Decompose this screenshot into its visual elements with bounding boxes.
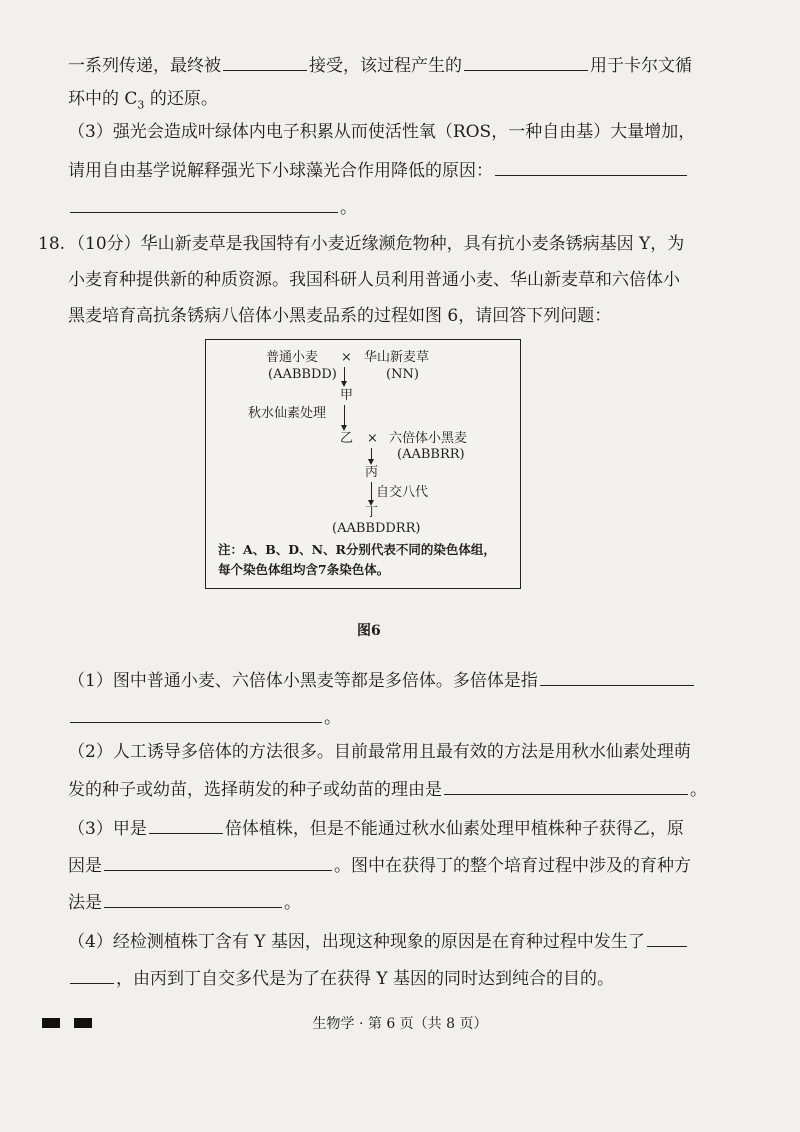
answer-blank[interactable]: [104, 852, 332, 871]
answer-blank[interactable]: [540, 667, 694, 686]
answer-blank[interactable]: [444, 776, 688, 795]
colchicine-label: 秋水仙素处理: [248, 406, 327, 421]
question-number: 18.: [38, 234, 66, 254]
answer-blank[interactable]: [647, 928, 687, 947]
q18-intro-1: （10分）华山新麦草是我国特有小麦近缘濒危物种，具有抗小麦条锈病基因 Y，为: [68, 234, 685, 254]
arrow-head: [341, 381, 347, 387]
wheat-genome: (AABBDD): [268, 367, 337, 382]
cross-symbol: ×: [367, 431, 378, 446]
figure-note-2: 每个染色体组均含7条染色体。: [218, 562, 390, 577]
q18-part2-line-1: （2）人工诱导多倍体的方法很多。目前最常用且最有效的方法是用秋水仙素处理萌: [68, 742, 691, 762]
q17-part3-line-1: （3）强光会造成叶绿体内电子积累从而使活性氧（ROS，一种自由基）大量增加，: [68, 122, 696, 142]
q17-line-1: 一系列传递，最终被 接受，该过程产生的 用于卡尔文循: [68, 52, 738, 78]
answer-blank[interactable]: [70, 965, 114, 984]
q18-part1-line-1: （1）图中普通小麦、六倍体小黑麦等都是多倍体。多倍体是指: [68, 667, 738, 693]
q18-intro-3: 黑麦培育高抗条锈病八倍体小黑麦品系的过程如图 6，请回答下列问题：: [68, 306, 612, 326]
q17-part3-line-2: 请用自由基学说解释强光下小球藻光合作用降低的原因：: [68, 157, 738, 183]
wheat-label: 普通小麦: [266, 350, 319, 365]
bing-label: 丙: [365, 465, 379, 480]
ding-label: 丁: [365, 505, 379, 520]
answer-blank[interactable]: [104, 889, 282, 908]
q18-part3-line-1: （3）甲是 倍体植株，但是不能通过秋水仙素处理甲植株种子获得乙，原: [68, 815, 738, 841]
triticale6-label: 六倍体小黑麦: [389, 431, 468, 446]
page-footer: 生物学 · 第 6 页（共 8 页）: [312, 1016, 488, 1032]
q18-part4-line-2: ，由丙到丁自交多代是为了在获得 Y 基因的同时达到纯合的目的。: [68, 965, 738, 991]
q18-intro-2: 小麦育种提供新的种质资源。我国科研人员利用普通小麦、华山新麦草和六倍体小: [68, 270, 680, 290]
q18-part4-line-1: （4）经检测植株丁含有 Y 基因，出现这种现象的原因是在育种过程中发生了: [68, 928, 738, 954]
arrow-line: [344, 405, 345, 427]
answer-blank[interactable]: [70, 194, 338, 213]
huashan-genome: (NN): [386, 367, 419, 382]
arrow-line: [371, 482, 372, 502]
answer-blank[interactable]: [464, 52, 588, 71]
selfing-label: 自交八代: [376, 485, 429, 500]
figure-caption: 图6: [357, 623, 381, 639]
triticale6-genome: (AABBRR): [397, 447, 465, 462]
q17-part3-line-3: 。: [68, 194, 738, 220]
answer-blank[interactable]: [149, 815, 223, 834]
answer-blank[interactable]: [70, 704, 322, 723]
q17-line-2: 环中的 $C_3$ 的还原。: [68, 89, 218, 112]
breeding-diagram: [205, 339, 521, 589]
jia-label: 甲: [340, 388, 354, 403]
answer-blank[interactable]: [495, 157, 687, 176]
answer-blank[interactable]: [223, 52, 307, 71]
figure-note-1: 注：A、B、D、N、R分别代表不同的染色体组，: [218, 542, 496, 557]
q18-part1-line-2: 。: [68, 704, 738, 730]
ding-genome: (AABBDDRR): [332, 521, 421, 536]
q18-part3-line-3: 法是 。: [68, 889, 738, 915]
q18-part3-line-2: 因是 。图中在获得丁的整个培育过程中涉及的育种方: [68, 852, 738, 878]
arrow-line: [344, 367, 345, 382]
huashan-label: 华山新麦草: [364, 350, 430, 365]
yi-label: 乙: [340, 431, 354, 446]
q18-part2-line-2: 发的种子或幼苗，选择萌发的种子或幼苗的理由是 。: [68, 776, 738, 802]
cross-symbol: ×: [341, 350, 352, 365]
